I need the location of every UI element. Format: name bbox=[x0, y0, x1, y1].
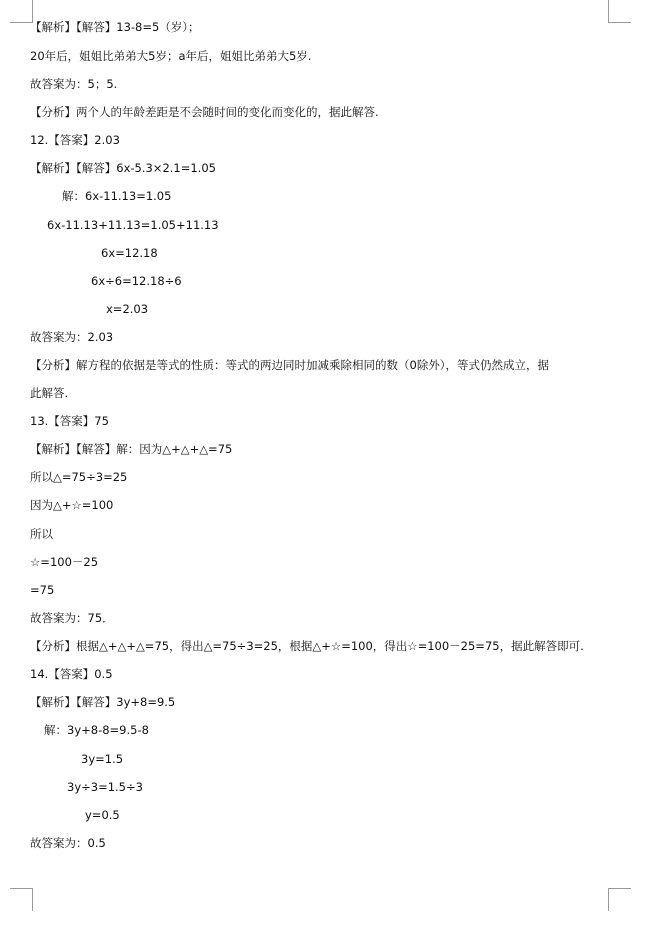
equation-step: 3y=1.5 bbox=[81, 752, 124, 766]
analysis-line-q12: 【解析】【解答】6x-5.3×2.1=1.05 bbox=[30, 161, 216, 175]
answer-text-line: 20年后，姐姐比弟弟大5岁；a年后，姐姐比弟弟大5岁. bbox=[30, 49, 312, 63]
equation-step: y=0.5 bbox=[85, 808, 120, 822]
final-answer-line: 故答案为：5；5. bbox=[30, 77, 118, 91]
analysis-line-q14: 【解析】【解答】3y+8=9.5 bbox=[30, 695, 176, 709]
final-answer-line: 故答案为：2.03 bbox=[30, 330, 114, 344]
question-14-answer: 14.【答案】0.5 bbox=[30, 667, 113, 681]
page-corner-mark-top-right bbox=[608, 0, 631, 23]
analysis-line-q13: 【解析】【解答】解：因为△+△+△=75 bbox=[30, 442, 233, 456]
final-answer-line: 故答案为：75． bbox=[30, 611, 114, 625]
analysis-note-line-continued: 此解答. bbox=[30, 386, 69, 400]
analysis-note-line: 【分析】解方程的依据是等式的性质：等式的两边同时加减乘除相同的数（0除外），等式仍然成立，据 bbox=[30, 358, 550, 372]
solution-step: 所以 bbox=[30, 527, 53, 541]
equation-step: 6x=12.18 bbox=[101, 246, 158, 260]
solution-step: ☆=100－25 bbox=[30, 555, 99, 569]
solution-step: =75 bbox=[30, 583, 55, 597]
equation-step: 6x-11.13+11.13=1.05+11.13 bbox=[47, 218, 219, 232]
solution-step: 所以△=75÷3=25 bbox=[30, 470, 128, 484]
solution-step: 因为△+☆=100 bbox=[30, 498, 114, 512]
analysis-note-line: 【分析】两个人的年龄差距是不会随时间的变化而变化的，据此解答. bbox=[30, 105, 379, 119]
page-corner-mark-bottom-right bbox=[608, 888, 631, 911]
equation-step: 解：3y+8-8=9.5-8 bbox=[44, 723, 149, 737]
page-corner-mark-bottom-left bbox=[10, 888, 33, 911]
analysis-line-q11: 【解析】【解答】13-8=5（岁）； bbox=[30, 20, 200, 34]
equation-step: 6x÷6=12.18÷6 bbox=[91, 274, 182, 288]
equation-step: 解：6x-11.13=1.05 bbox=[62, 189, 172, 203]
equation-step: 3y÷3=1.5÷3 bbox=[67, 780, 143, 794]
equation-step: x=2.03 bbox=[106, 302, 149, 316]
final-answer-line: 故答案为：0.5 bbox=[30, 836, 106, 850]
analysis-note-line: 【分析】根据△+△+△=75，得出△=75÷3=25，根据△+☆=100，得出☆=100－25=75，据此解答即可. bbox=[30, 639, 584, 653]
question-13-answer: 13.【答案】75 bbox=[30, 414, 109, 428]
question-12-answer: 12.【答案】2.03 bbox=[30, 133, 120, 147]
